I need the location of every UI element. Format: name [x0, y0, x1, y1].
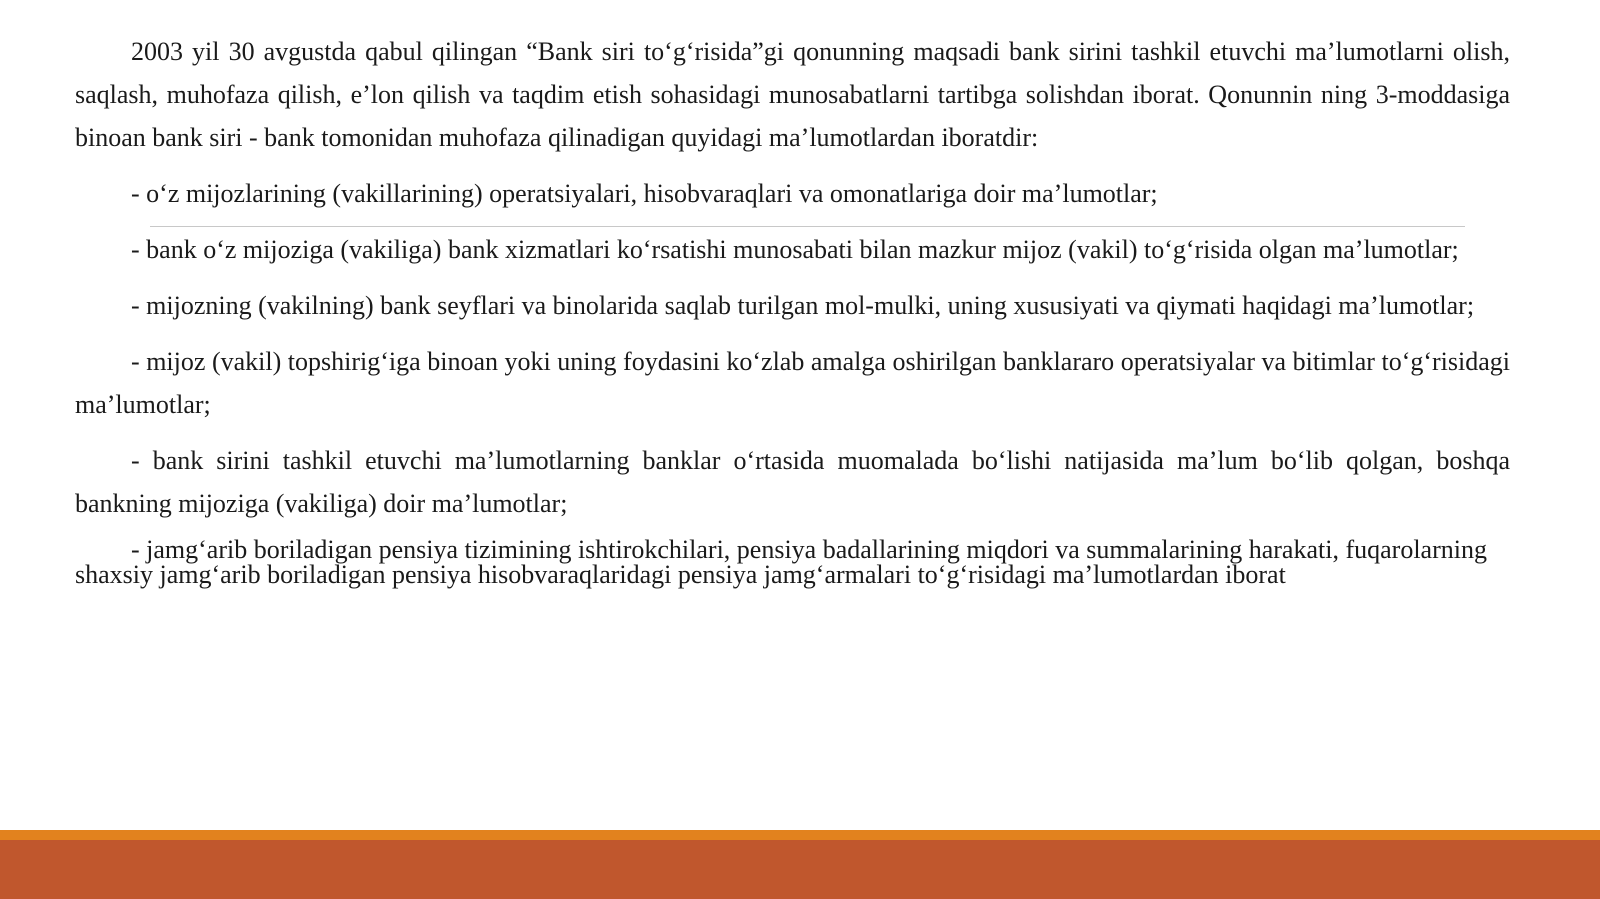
intro-paragraph: 2003 yil 30 avgustda qabul qilingan “Bank siri to‘g‘risida”gi qonunning maqsadi bank sirini tashkil etuvchi ma’lumotlarni olish, saqlash, muhofaza qilish, e’lon qilish va taqdim etish sohasidagi munosabatlarni tartibga solishdan iborat. Qonunnin ning 3-moddasiga binoan bank siri - bank tomonidan muhofaza qilinadigan quyidagi ma’lumotlardan iboratdir:	[75, 37, 1510, 152]
list-item-other-bank-client: - bank sirini tashkil etuvchi ma’lumotlarning banklar o‘rtasida muomalada bo‘lishi natijasida ma’lum bo‘lib qolgan, boshqa bankning mijoziga (vakiliga) doir ma’lumotlar;	[75, 446, 1510, 518]
footer-bar	[0, 840, 1600, 899]
list-item-safe-deposit-property: - mijozning (vakilning) bank seyflari va binolarida saqlab turilgan mol-mulki, uning xususiyati va qiymati haqidagi ma’lumotlar;	[131, 291, 1475, 320]
footer-accent-stripe	[0, 830, 1600, 840]
list-item-pension-savings: - jamg‘arib boriladigan pensiya tizimining ishtirokchilari, pensiya badallarining miqdori va summalarining harakati, fuqarolarning shaxsiy jamg‘arib boriladigan pensiya hisobvaraqlaridagi pensiya jamg‘armalari to‘g‘risidagi ma’lumotlardan iborat	[75, 535, 1487, 589]
list-item-interbank-operations: - mijoz (vakil) topshirig‘iga binoan yoki uning foydasini ko‘zlab amalga oshirilgan banklararo operatsiyalar va bitimlar to‘g‘risidagi ma’lumotlar;	[75, 347, 1510, 419]
slide-body	[75, 30, 1510, 587]
list-item-client-operations: - o‘z mijozlarining (vakillarining) operatsiyalari, hisobvaraqlari va omonatlariga doir ma’lumotlar;	[131, 179, 1158, 208]
list-item-client-information: - bank o‘z mijoziga (vakiliga) bank xizmatlari ko‘rsatishi munosabati bilan mazkur mijoz (vakil) to‘g‘risida olgan ma’lumotlar;	[131, 235, 1459, 264]
